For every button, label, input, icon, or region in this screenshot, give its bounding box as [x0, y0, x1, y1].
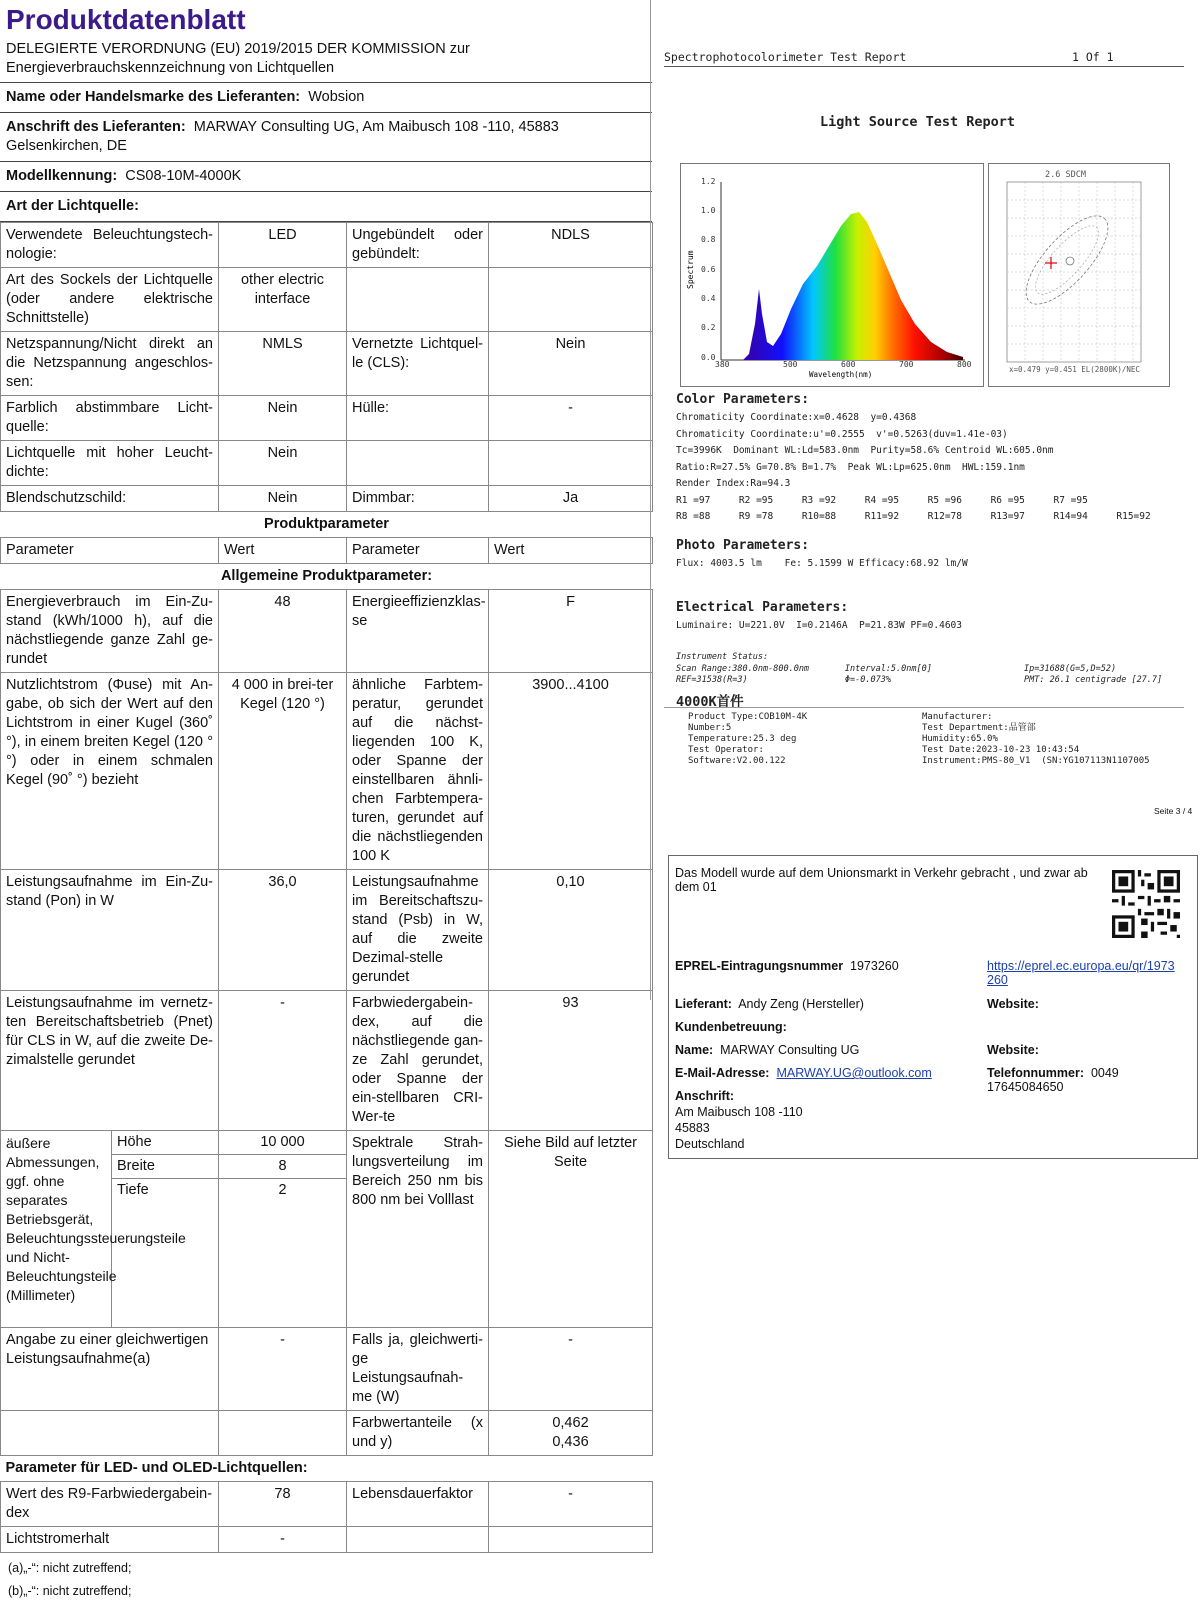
email-line: E-Mail-Adresse: MARWAY.UG@outlook.com	[675, 1066, 932, 1080]
qr-code-icon	[1112, 870, 1180, 938]
section-heading: Produktparameter	[1, 512, 653, 538]
photo-params: Flux: 4003.5 lm Fe: 5.1599 W Efficacy:68.92 lm/W	[676, 558, 968, 569]
electrical-params-heading: Electrical Parameters:	[676, 600, 849, 615]
address-line-1: Am Maibusch 108 -110	[675, 1105, 803, 1119]
column-divider	[650, 0, 651, 1000]
spectrum-curve	[743, 212, 963, 360]
table-row: Art des Sockels der Lichtquelle (oder andere elektrische Schnittstelle) other electric interface	[1, 268, 653, 332]
tick-label: 0.4	[701, 294, 716, 303]
address-line-2: 45883	[675, 1121, 710, 1135]
table-row: Energieverbrauch im Ein-Zu-stand (kWh/1000 h), auf die nächstliegende ganze Zahl ge-rundet 48 Energieeffizienzklas-se F	[1, 590, 653, 673]
tick-label: 0.8	[701, 235, 716, 244]
sdcm-label: 2.6 SDCM	[1045, 170, 1086, 180]
email-link[interactable]: MARWAY.UG@outlook.com	[776, 1066, 932, 1080]
table-row: Leistungsaufnahme im Ein-Zu-stand (Pon) in W 36,0 Leistungsaufnahme im Bereitschaftszu-stand (Psb) in W, auf die zweite Dezimal-stelle gerundet 0,10	[1, 870, 653, 991]
tick-label: 600	[841, 360, 856, 369]
instrument-status: Instrument Status: Scan Range:380.0nm-800.0nm Interval:5.0nm[0] Ip=31688(G=5,D=52) REF=31538(R=3) Φ=-0.073% PMT: 26.1 centigrade [27.7]	[676, 652, 1163, 685]
table-row: Farbwertanteile (x und y) 0,462 0,436	[1, 1411, 653, 1456]
type-line: Art der Lichtquelle:	[0, 192, 652, 222]
table-row: Lichtquelle mit hoher Leucht-dichte: Nein	[1, 441, 653, 486]
footnote-b: (b)„-“: nicht zutreffend;	[8, 1584, 132, 1598]
test-info: Manufacturer: Test Department:品管部 Humidity:65.0% Test Date:2023-10-23 10:43:54 Instrument:PMS-80_V1 (SN:YG107113N1107005	[922, 712, 1150, 766]
y-axis-label: Spectrum	[686, 250, 695, 289]
regulation-text: DELEGIERTE VERORDNUNG (EU) 2019/2015 DER KOMMISSION zur Energieverbrauchskennzeichnung von Lichtquellen	[6, 41, 470, 76]
table-row: Netzspannung/Nicht direkt an die Netzspannung angeschlos-sen: NMLS Vernetzte Lichtquel-le (CLS): Nein	[1, 332, 653, 396]
product-info: Product Type:COB10M-4K Number:5 Temperature:25.3 deg Test Operator: Software:V2.00.122	[688, 712, 808, 766]
table-row: Wert des R9-Farbwiedergabein-dex 78 Lebensdauerfaktor -	[1, 1482, 653, 1527]
address-line: Anschrift des Lieferanten: MARWAY Consulting UG, Am Maibusch 108 -110, 45883 Gelsenkirchen, DE	[0, 113, 652, 162]
macadam-ellipse	[1013, 204, 1121, 317]
page-title: Produktdatenblatt	[6, 4, 246, 35]
tick-label: 1.2	[701, 177, 716, 186]
electrical-params: Luminaire: U=221.0V I=0.2146A P=21.83W PF=0.4603	[676, 620, 962, 631]
spectrum-chart	[680, 163, 984, 387]
eprel-card	[668, 855, 1198, 1159]
table-row: äußere Abmessungen, ggf. ohne separates Betriebsgerät, Beleuchtungssteuerungsteile und Nicht-Beleuchtungsteile (Millimeter) Höhe Breite Tiefe 10 000 8 2 Spektrale Strah-lungsverteilung im Bereich 250 nm bis 800 nm bei Volllast Siehe Bild auf letzter Seite	[1, 1131, 653, 1328]
tick-label: 0.0	[701, 353, 716, 362]
footnote-a: (a)„-“: nicht zutreffend;	[8, 1561, 132, 1575]
color-params-heading: Color Parameters:	[676, 392, 810, 407]
cie-chart	[988, 163, 1170, 387]
cie-caption: x=0.479 y=0.451 EL(2800K)/NEC	[1009, 365, 1140, 374]
eprel-number: EPREL-Eintragungsnummer 1973260	[675, 959, 899, 973]
table-row: Nutzlichtstrom (Φuse) mit An-gabe, ob sich der Wert auf den Lichtstrom in einer Kugel (360˚ °), in einem breiten Kegel (120 °°) oder in einem schmalen Kegel (90˚ °) bezieht 4 000 in brei-ter Kegel (120 °) ähnliche Farbtem-peratur, gerundet auf die nächst-liegenden 100 K, oder Spanne der einstellbaren ähnli-chen Farbtempera-turen, gerundet auf die nächstliegenden 100 K 3900...4100	[1, 673, 653, 870]
supplier-line: Name oder Handelsmarke des Lieferanten: Wobsion	[0, 83, 652, 113]
address-label: Anschrift:	[675, 1089, 735, 1103]
table-row: Farblich abstimmbare Licht-quelle: Nein Hülle: -	[1, 396, 653, 441]
website-label: Website:	[987, 997, 1039, 1011]
photo-params-heading: Photo Parameters:	[676, 538, 810, 553]
x-axis-label: Wavelength(nm)	[809, 370, 873, 379]
tick-label: 500	[783, 360, 798, 369]
support-label: Kundenbetreuung:	[675, 1020, 787, 1034]
product-table	[0, 222, 653, 1553]
model-line: Modellkennung: CS08-10M-4000K	[0, 162, 652, 192]
section-heading: Parameter für LED- und OLED-Lichtquellen:	[1, 1456, 653, 1482]
eprel-intro: Das Modell wurde auf dem Unionsmarkt in Verkehr gebracht , und zwar ab dem 01	[675, 866, 1088, 894]
report-header: Spectrophotocolorimeter Test Report 1 Of 1	[664, 50, 1184, 67]
address-line-3: Deutschland	[675, 1137, 745, 1151]
tick-label: 1.0	[701, 206, 716, 215]
page-number: Seite 3 / 4	[1154, 806, 1193, 816]
table-row: Leistungsaufnahme im vernetz-ten Bereitschaftsbetrieb (Pnet) für CLS in W, auf die zweite De-zimalstelle gerundet - Farbwiedergabein-dex, auf die nächstliegende gan-ze Zahl gerundet, oder Spanne der ein-stellbaren CRI-Wer-te 93	[1, 991, 653, 1131]
table-row: Blendschutzschild: Nein Dimmbar: Ja	[1, 486, 653, 512]
spectrum-svg	[681, 164, 983, 386]
report-title: Light Source Test Report	[820, 114, 1016, 130]
supplier-info: Lieferant: Andy Zeng (Hersteller)	[675, 997, 864, 1011]
cie-svg	[989, 164, 1169, 386]
color-params: Chromaticity Coordinate:x=0.4628 y=0.4368 Chromaticity Coordinate:u'=0.2555 v'=0.5263(duv=1.41e-03) Tc=3996K Dominant WL:Ld=583.0nm Purity=58.6% Centroid WL:605.0nm Ratio:R=27.5% G=70.8% B=1.7% Peak WL:Lp=625.0nm HWL:159.1nm Render Index:Ra=94.3 R1 =97 R2 =95 R3 =92 R4 =95 R5 =96 R6 =95 R7 =95 R8 =88 R9 =78 R10=88 R11=92 R12=78 R13=97 R14=94 R15=92	[676, 412, 1151, 522]
table-row: Verwendete Beleuchtungstech-nologie: LED Ungebündelt oder gebündelt: NDLS	[1, 223, 653, 268]
tick-label: 700	[899, 360, 914, 369]
table-row: Lichtstromerhalt -	[1, 1527, 653, 1553]
table-header: Parameter Wert Parameter Wert	[1, 538, 653, 564]
tick-label: 380	[715, 360, 730, 369]
tick-label: 800	[957, 360, 972, 369]
section-heading: Allgemeine Produktparameter:	[1, 564, 653, 590]
contact-name: Name: MARWAY Consulting UG	[675, 1043, 860, 1057]
phone-line: Telefonnummer: 0049 17645084650	[987, 1066, 1119, 1094]
sample-name: 4000K首件	[676, 694, 744, 710]
tick-label: 0.2	[701, 323, 716, 332]
footnotes	[0, 1553, 652, 1607]
table-row: Angabe zu einer gleichwertigen Leistungsaufnahme(a) - Falls ja, gleichwerti-ge Leistungsaufnah-me (W) -	[1, 1328, 653, 1411]
website-label-2: Website:	[987, 1043, 1039, 1057]
eprel-link[interactable]: https://eprel.ec.europa.eu/qr/1973260	[987, 959, 1175, 987]
tick-label: 0.6	[701, 265, 716, 274]
